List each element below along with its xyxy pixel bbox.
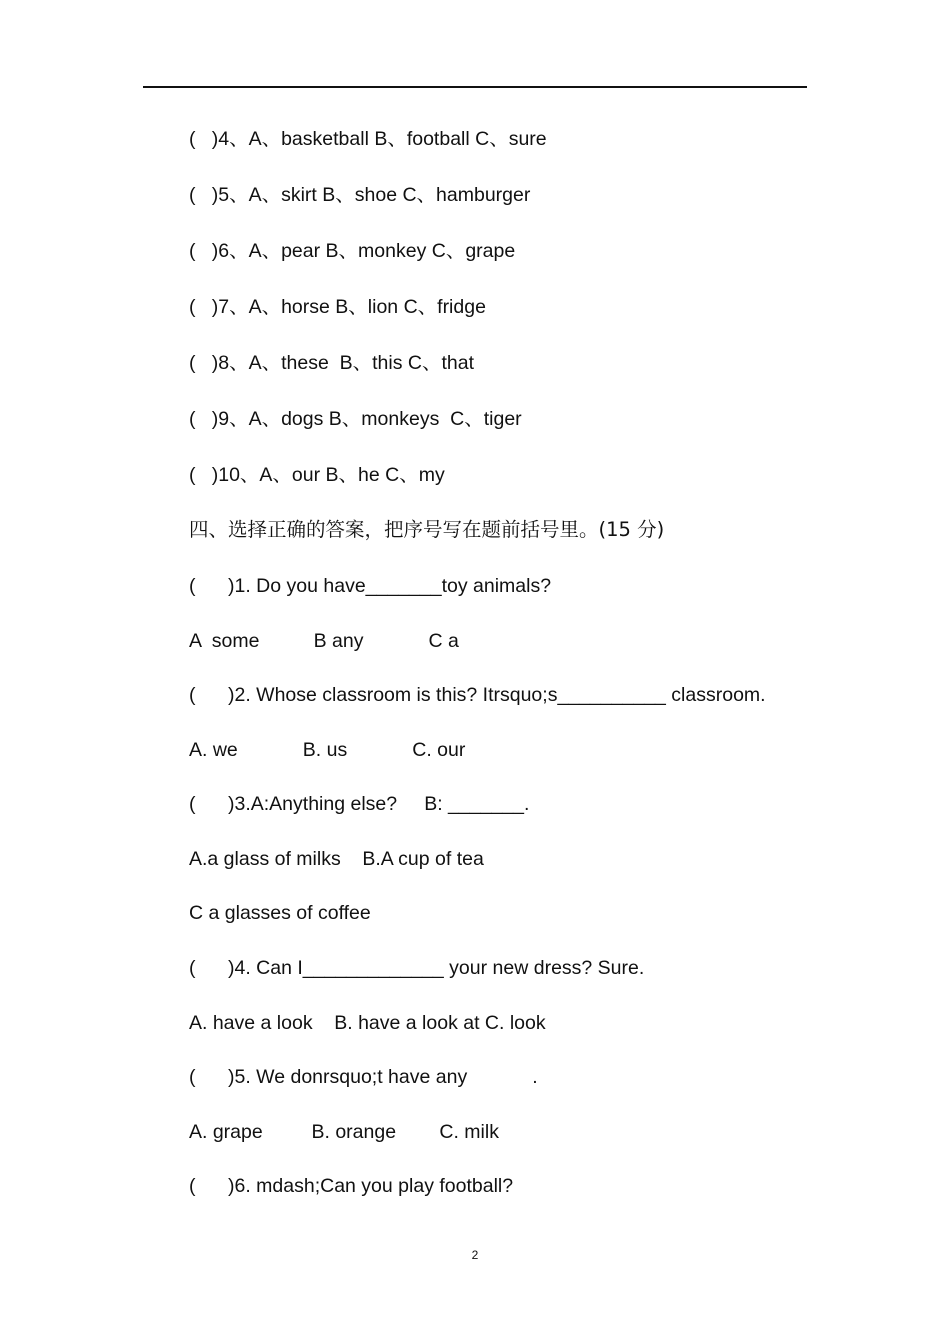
question-4-2-options: A. we B. us C. our bbox=[189, 739, 466, 761]
question-3-5: ( )5、A、skirt B、shoe C、hamburger bbox=[189, 184, 531, 206]
question-4-5: ( )5. We donrsquo;t have any . bbox=[189, 1066, 538, 1088]
question-4-4: ( )4. Can I_____________ your new dress? Sure. bbox=[189, 957, 645, 979]
question-3-6: ( )6、A、pear B、monkey C、grape bbox=[189, 240, 516, 262]
question-4-4-options: A. have a look B. have a look at C. look bbox=[189, 1012, 546, 1034]
question-4-5-options: A. grape B. orange C. milk bbox=[189, 1121, 499, 1143]
question-3-7: ( )7、A、horse B、lion C、fridge bbox=[189, 296, 486, 318]
question-3-4: ( )4、A、basketball B、football C、sure bbox=[189, 128, 547, 150]
question-4-3-option-c: C a glasses of coffee bbox=[189, 902, 371, 924]
header-rule bbox=[143, 86, 807, 88]
question-3-10: ( )10、A、our B、he C、my bbox=[189, 464, 445, 486]
question-4-1: ( )1. Do you have_______toy animals? bbox=[189, 575, 552, 597]
page-number: 2 bbox=[471, 1248, 479, 1262]
question-3-8: ( )8、A、these B、this C、that bbox=[189, 352, 475, 374]
question-4-6: ( )6. mdash;Can you play football? bbox=[189, 1175, 514, 1197]
question-4-3: ( )3.A:Anything else? B: _______. bbox=[189, 793, 530, 815]
question-3-9: ( )9、A、dogs B、monkeys C、tiger bbox=[189, 408, 522, 430]
question-4-2: ( )2. Whose classroom is this? Itrsquo;s__________ classroom. bbox=[189, 684, 766, 706]
question-4-3-options-ab: A.a glass of milks B.A cup of tea bbox=[189, 848, 484, 870]
question-4-1-options: A some B any C a bbox=[189, 630, 459, 652]
section-4-heading: 四、选择正确的答案，把序号写在题前括号里。(15 分) bbox=[189, 518, 665, 541]
